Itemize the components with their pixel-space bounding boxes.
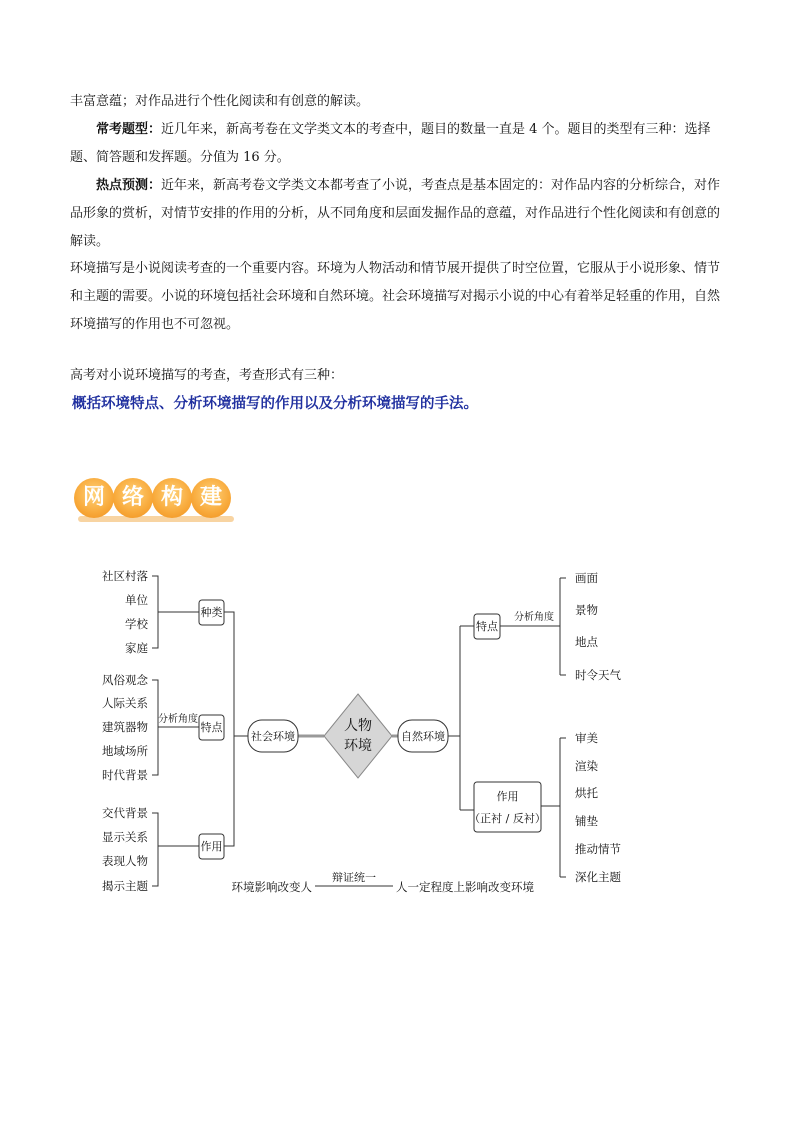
function-item: 表现人物: [102, 854, 148, 868]
text-hot-forecast: 近年来，新高考卷文学类文本都考查了小说，考查点是基本固定的：对作品内容的分析综合，对作品形象的赏析，对情节安排的作用的分析，从不同角度和层面发掘作品的意蕴，对作品进行个性化阅读和有创意的解读。: [70, 178, 721, 249]
right-features-item: 景物: [575, 603, 598, 617]
banner-char-2: 络: [113, 478, 153, 518]
paragraph-environment: 环境描写是小说阅读考查的一个重要内容。环境为人物活动和情节展开提供了时空位置，它服从于小说形象、情节和主题的需要。小说的环境包括社会环境和自然环境。社会环境描写对揭示小说的中心有着举足轻重的作用，自然环境描写的作用也不可忽视。: [70, 261, 721, 332]
center-line-2: 环境: [344, 738, 372, 754]
kinds-item: 学校: [125, 617, 148, 631]
function-item: 显示关系: [102, 830, 148, 844]
banner-char-1: 网: [74, 478, 114, 518]
center-line-1: 人物: [344, 718, 372, 734]
right-edge-label: 分析角度: [514, 612, 554, 623]
right-function-item: 推动情节: [575, 842, 621, 856]
right-features-item: 时令天气: [575, 668, 621, 682]
label-kinds: 种类: [200, 606, 223, 619]
text-question-types: 近几年来，新高考卷在文学类文本的考查中，题目的数量一直是 4 个。题目的类型有三种：选择题、简答题和发挥题。分值为 16 分。: [70, 122, 711, 165]
function-item: 揭示主题: [102, 879, 148, 893]
right-function-item: 深化主题: [575, 870, 621, 884]
left-edge-label: 分析角度: [158, 714, 198, 725]
banner-char-3: 构: [152, 478, 192, 518]
label-right-function-2: （正衬 / 反衬）: [469, 812, 546, 825]
bottom-mid-text: 辩证统一: [332, 871, 376, 884]
label-natural-environment: 自然环境: [401, 730, 445, 743]
right-function-item: 审美: [575, 731, 598, 745]
function-item: 交代背景: [102, 806, 148, 820]
label-question-types: 常考题型：: [96, 122, 162, 137]
bottom-left-text: 环境影响改变人: [231, 880, 312, 894]
diamond-center: [324, 694, 392, 778]
paragraph-intro: 丰富意蕴；对作品进行个性化阅读和有创意的解读。: [70, 94, 370, 109]
label-hot-forecast: 热点预测：: [96, 178, 162, 193]
label-right-function-1: 作用: [496, 790, 519, 803]
right-function-item: 铺垫: [575, 814, 598, 828]
features-item: 地域场所: [102, 744, 148, 758]
label-right-features: 特点: [476, 620, 498, 633]
right-features-item: 地点: [575, 635, 598, 649]
kinds-item: 社区村落: [102, 569, 148, 583]
label-function: 作用: [200, 840, 223, 853]
features-item: 人际关系: [102, 696, 148, 710]
banner-char-4: 建: [191, 478, 231, 518]
right-function-item: 烘托: [575, 786, 598, 800]
features-item: 时代背景: [102, 768, 148, 782]
headline-key-points: 概括环境特点、分析环境描写的作用以及分析环境描写的手法。: [72, 395, 478, 412]
label-social-environment: 社会环境: [251, 730, 295, 743]
features-item: 风俗观念: [102, 673, 148, 687]
right-features-item: 画面: [575, 571, 598, 585]
kinds-item: 单位: [125, 593, 148, 607]
label-features: 特点: [200, 721, 223, 734]
right-function-item: 渲染: [575, 759, 598, 773]
paragraph-exam-forms: 高考对小说环境描写的考查，考查形式有三种：: [70, 368, 344, 383]
features-item: 建筑器物: [102, 720, 148, 734]
kinds-item: 家庭: [125, 641, 148, 655]
bottom-right-text: 人一定程度上影响改变环境: [396, 880, 534, 894]
